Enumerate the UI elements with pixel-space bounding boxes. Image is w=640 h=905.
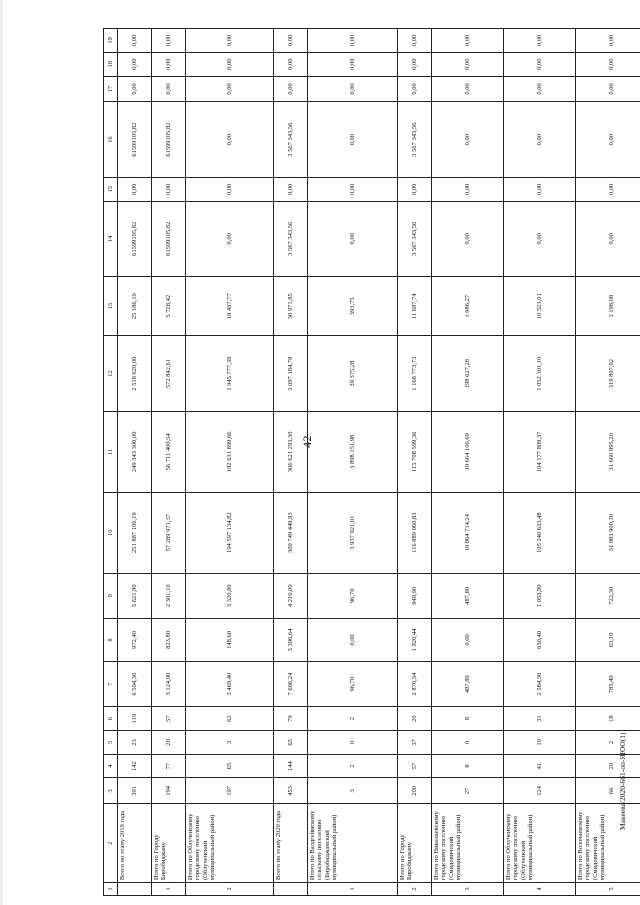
cell-c8: 0,00 [432, 618, 504, 661]
cell-c16: 61599105,82 [118, 102, 152, 177]
cell-c12: 1 052 301,10 [504, 336, 576, 411]
cell-c15: 0,00 [152, 177, 186, 201]
cell-c13: 5 728,42 [152, 277, 186, 336]
cell-c13: 19 457,77 [186, 277, 274, 336]
column-number-9: 9 [104, 573, 118, 618]
column-number-4: 4 [104, 754, 118, 778]
column-number-5: 5 [104, 731, 118, 755]
cell-c8: 972,40 [118, 618, 152, 661]
row-name: Итого по Облученскому городскому поселению (Облученский муниципальный район) [186, 804, 274, 883]
column-number-13: 13 [104, 277, 118, 336]
row-number: 1 [152, 883, 186, 896]
cell-c13: 3 198,08 [576, 277, 640, 336]
column-numbers-row [104, 29, 118, 896]
cell-c3: 124 [504, 778, 576, 804]
cell-c9: 5 621,90 [118, 573, 152, 618]
cell-c19: 0,00 [118, 29, 152, 53]
cell-c3: 197 [186, 778, 274, 804]
cell-c15: 0,00 [274, 177, 308, 201]
cell-c18: 0,00 [186, 52, 274, 76]
row-name: Итого по Облученскому городскому поселению (Облученский муниципальный район) [504, 804, 576, 883]
cell-c12: 3 097 184,78 [274, 336, 308, 411]
page-number: 42 [300, 435, 314, 448]
cell-c4: 142 [118, 754, 152, 778]
cell-c6: 79 [274, 707, 308, 731]
cell-c11: 3 898 151,98 [308, 411, 398, 492]
cell-c10: 105 240 633,48 [504, 492, 576, 573]
row-number: 1 [308, 883, 398, 896]
scan-edge [0, 0, 3, 905]
column-number-17: 17 [104, 76, 118, 102]
cell-c10: 309 749 449,93 [274, 492, 308, 573]
cell-c9: 96,70 [308, 573, 398, 618]
cell-c6: 8 [432, 707, 504, 731]
cell-c15: 0,00 [432, 177, 504, 201]
row-name: Итого по Городу Биробиджану [398, 804, 432, 883]
row-number: 4 [504, 883, 576, 896]
cell-c12: 198 627,28 [432, 336, 504, 411]
cell-c11: 192 631 899,66 [186, 411, 274, 492]
cell-c18: 0,00 [274, 52, 308, 76]
column-number-11: 11 [104, 411, 118, 492]
cell-c14: 0,00 [186, 201, 274, 276]
cell-c6: 57 [152, 707, 186, 731]
cell-c4: 8 [432, 754, 504, 778]
row-number [274, 883, 308, 896]
cell-c15: 0,00 [118, 177, 152, 201]
cell-c14: 61599105,82 [118, 201, 152, 276]
cell-c19: 0,00 [308, 29, 398, 53]
row-name: Всего по этапу 2020 года [274, 804, 308, 883]
cell-c12: 1 945 777,39 [186, 336, 274, 411]
cell-c7: 3 469,40 [186, 662, 274, 707]
cell-c10: 31 983 900,30 [576, 492, 640, 573]
row-name: Итого по Николаевскому городскому поселению (Смидовичский муниципальный район) [432, 804, 504, 883]
cell-c12: 39 375,28 [308, 336, 398, 411]
cell-c17: 0,00 [152, 76, 186, 102]
cell-c3: 391 [118, 778, 152, 804]
cell-c16: 0,00 [432, 102, 504, 177]
cell-c4: 57 [398, 754, 432, 778]
cell-c17: 0,00 [504, 76, 576, 102]
cell-c4: 144 [274, 754, 308, 778]
document-reference: Макеева/2020-661-оп-ЯЮО(1) [618, 732, 627, 830]
cell-c9: 4 210,00 [274, 573, 308, 618]
column-number-18: 18 [104, 52, 118, 76]
cell-c17: 0,00 [432, 76, 504, 102]
cell-c7: 6 594,30 [118, 662, 152, 707]
cell-c4: 77 [152, 754, 186, 778]
cell-c14: 61599105,82 [152, 201, 186, 276]
table-row [432, 29, 504, 896]
cell-c17: 0,00 [308, 76, 398, 102]
cell-c7: 2 870,34 [398, 662, 432, 707]
cell-c17: 0,00 [576, 76, 640, 102]
column-number-8: 8 [104, 618, 118, 661]
table-container [103, 28, 615, 896]
cell-c17: 0,00 [118, 76, 152, 102]
column-number-12: 12 [104, 336, 118, 411]
cell-c18: 0,00 [118, 52, 152, 76]
cell-c18: 0,00 [504, 52, 576, 76]
cell-c13: 393,75 [308, 277, 398, 336]
row-name: Итого по Волочаевскому городскому поселению (Смидовичский муниципальный район) [576, 804, 640, 883]
cell-c15: 0,00 [308, 177, 398, 201]
table-body [118, 29, 640, 896]
column-number-3: 3 [104, 778, 118, 804]
cell-c9: 1 953,90 [504, 573, 576, 618]
row-name: Итого по Городу Биробиджану [152, 804, 186, 883]
cell-c3: 194 [152, 778, 186, 804]
cell-c6: 18 [576, 707, 640, 731]
cell-c7: 487,80 [432, 662, 504, 707]
cell-c14: 3 567 343,56 [274, 201, 308, 276]
cell-c7: 785,40 [576, 662, 640, 707]
table-row [274, 29, 308, 896]
cell-c17: 0,00 [274, 76, 308, 102]
cell-c5: 20 [152, 731, 186, 755]
cell-c14: 0,00 [504, 201, 576, 276]
cell-c4: 65 [186, 754, 274, 778]
cell-c11: 104 177 809,37 [504, 411, 576, 492]
cell-c15: 0,00 [576, 177, 640, 201]
cell-c12: 572 842,61 [152, 336, 186, 411]
cell-c13: 25 186,19 [118, 277, 152, 336]
cell-c8: 63,10 [576, 618, 640, 661]
cell-c11: 306 621 293,30 [274, 411, 308, 492]
cell-c10: 19 864 714,24 [432, 492, 504, 573]
cell-c18: 0,00 [308, 52, 398, 76]
row-name: Итого по Валдгеймскому сельскому поселению (Биробиджанский муниципальный район) [308, 804, 398, 883]
cell-c11: 249 343 300,00 [118, 411, 152, 492]
cell-c17: 0,00 [186, 76, 274, 102]
cell-c9: 722,30 [576, 573, 640, 618]
cell-c6: 119 [118, 707, 152, 731]
cell-c12: 2 518 620,00 [118, 336, 152, 411]
cell-c9: 487,80 [432, 573, 504, 618]
cell-c16: 3 567 343,56 [274, 102, 308, 177]
cell-c8: 630,40 [504, 618, 576, 661]
cell-c19: 0,00 [274, 29, 308, 53]
cell-c16: 0,00 [308, 102, 398, 177]
cell-c5: 37 [398, 731, 432, 755]
cell-c13: 1 986,27 [432, 277, 504, 336]
cell-c3: 200 [398, 778, 432, 804]
cell-c14: 0,00 [432, 201, 504, 276]
cell-c13: 11 687,74 [398, 277, 432, 336]
cell-c18: 0,00 [576, 52, 640, 76]
cell-c10: 3 937 921,01 [308, 492, 398, 573]
cell-c15: 0,00 [398, 177, 432, 201]
row-number: 5 [576, 883, 640, 896]
column-number-6: 6 [104, 707, 118, 731]
column-number-10: 10 [104, 492, 118, 573]
cell-c13: 10 523,01 [504, 277, 576, 336]
column-number-2: 2 [104, 804, 118, 883]
cell-c5: 23 [118, 731, 152, 755]
cell-c7: 3 124,90 [152, 662, 186, 707]
cell-c17: 0,00 [398, 76, 432, 102]
row-name: Всего по этапу 2019 года [118, 804, 152, 883]
cell-c10: 116 889 060,83 [398, 492, 432, 573]
cell-c5: 2 [576, 731, 640, 755]
cell-c18: 0,00 [398, 52, 432, 76]
cell-c6: 62 [186, 707, 274, 731]
cell-c11: 19 664 100,69 [432, 411, 504, 492]
cell-c11: 115 708 599,36 [398, 411, 432, 492]
column-number-19: 19 [104, 29, 118, 53]
cell-c5: 65 [274, 731, 308, 755]
cell-c6: 31 [504, 707, 576, 731]
cell-c8: 148,60 [186, 618, 274, 661]
cell-c9: 3 320,80 [186, 573, 274, 618]
table-row [504, 29, 576, 896]
row-number [118, 883, 152, 896]
cell-c19: 0,00 [398, 29, 432, 53]
table-row [398, 29, 432, 896]
cell-c12: 1 168 773,73 [398, 336, 432, 411]
cell-c8: 3 396,64 [274, 618, 308, 661]
cell-c15: 0,00 [504, 177, 576, 201]
cell-c18: 0,00 [432, 52, 504, 76]
cell-c3: 66 [576, 778, 640, 804]
cell-c8: 1 920,44 [398, 618, 432, 661]
column-number-15: 15 [104, 177, 118, 201]
cell-c4: 2 [308, 754, 398, 778]
cell-c13: 30 971,85 [274, 277, 308, 336]
cell-c10: 57 289 971,37 [152, 492, 186, 573]
cell-c5: 10 [504, 731, 576, 755]
cell-c5: 0 [432, 731, 504, 755]
cell-c3: 3 [308, 778, 398, 804]
cell-c11: 31 660 895,20 [576, 411, 640, 492]
cell-c19: 0,00 [152, 29, 186, 53]
cell-c16: 0,00 [504, 102, 576, 177]
cell-c4: 41 [504, 754, 576, 778]
cell-c9: 949,90 [398, 573, 432, 618]
cell-c15: 0,00 [186, 177, 274, 201]
row-number: 2 [186, 883, 274, 896]
cell-c16: 0,00 [576, 102, 640, 177]
cell-c11: 56 711 400,54 [152, 411, 186, 492]
table-row [118, 29, 152, 896]
cell-c8: 823,80 [152, 618, 186, 661]
cell-c7: 7 606,24 [274, 662, 308, 707]
column-number-7: 7 [104, 662, 118, 707]
cell-c14: 0,00 [576, 201, 640, 276]
cell-c14: 0,00 [308, 201, 398, 276]
data-table [103, 28, 640, 896]
cell-c18: 0,00 [152, 52, 186, 76]
table-row [308, 29, 398, 896]
cell-c3: 27 [432, 778, 504, 804]
cell-c14: 3 567 343,56 [398, 201, 432, 276]
cell-c7: 2 584,30 [504, 662, 576, 707]
column-number-14: 14 [104, 201, 118, 276]
column-number-16: 16 [104, 102, 118, 177]
cell-c10: 194 597 134,82 [186, 492, 274, 573]
cell-c6: 2 [308, 707, 398, 731]
table-row [186, 29, 274, 896]
table-row [152, 29, 186, 896]
cell-c10: 251 887 106,19 [118, 492, 152, 573]
cell-c16: 61599105,82 [152, 102, 186, 177]
cell-c16: 3 567 343,56 [398, 102, 432, 177]
row-number: 2 [398, 883, 432, 896]
cell-c3: 453 [274, 778, 308, 804]
cell-c7: 96,70 [308, 662, 398, 707]
column-number-1: 1 [104, 883, 118, 896]
cell-c6: 20 [398, 707, 432, 731]
table-row [576, 29, 640, 896]
cell-c4: 20 [576, 754, 640, 778]
cell-c5: 0 [308, 731, 398, 755]
cell-c19: 0,00 [504, 29, 576, 53]
cell-c19: 0,00 [576, 29, 640, 53]
cell-c16: 0,00 [186, 102, 274, 177]
cell-c5: 3 [186, 731, 274, 755]
cell-c19: 0,00 [186, 29, 274, 53]
cell-c9: 2 301,10 [152, 573, 186, 618]
cell-c12: 319 807,02 [576, 336, 640, 411]
row-number: 3 [432, 883, 504, 896]
cell-c8: 0,00 [308, 618, 398, 661]
cell-c19: 0,00 [432, 29, 504, 53]
